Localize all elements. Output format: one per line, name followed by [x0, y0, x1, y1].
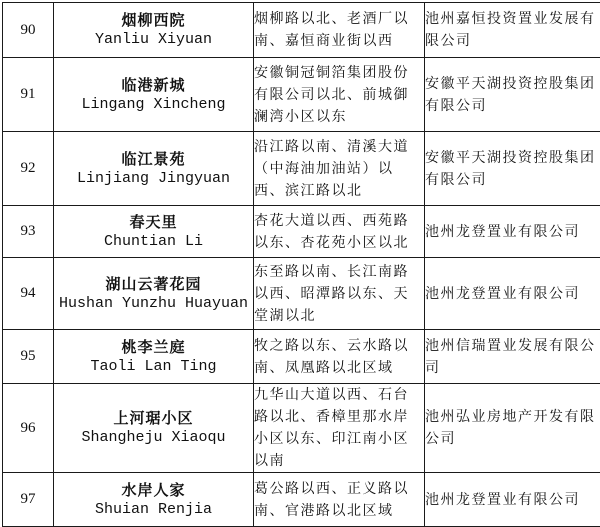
place-name-cell	[54, 330, 254, 384]
row-number: 91	[3, 58, 54, 132]
row-number: 93	[3, 206, 54, 258]
row-number: 92	[3, 132, 54, 206]
place-name-cell	[54, 258, 254, 330]
developer-cell: 池州龙登置业有限公司	[425, 473, 600, 527]
row-number: 96	[3, 384, 54, 473]
table-row	[3, 206, 600, 258]
place-name-cell	[54, 473, 254, 527]
place-name-chinese: 临江景苑	[54, 149, 253, 169]
developer-cell: 池州弘业房地产开发有限公司	[425, 384, 600, 473]
place-name-chinese: 水岸人家	[54, 480, 253, 500]
place-name-chinese: 上河琚小区	[54, 408, 253, 428]
developer-cell: 安徽平天湖投资控股集团有限公司	[425, 58, 600, 132]
place-name-cell	[54, 384, 254, 473]
developer-cell: 池州信瑞置业发展有限公司	[425, 330, 600, 384]
table-row	[3, 384, 600, 473]
place-name-chinese: 桃李兰庭	[54, 337, 253, 357]
place-name-pinyin: Hushan Yunzhu Huayuan	[54, 294, 253, 314]
developer-cell: 池州龙登置业有限公司	[425, 206, 600, 258]
table-row	[3, 3, 600, 58]
row-number: 94	[3, 258, 54, 330]
place-name-cell	[54, 132, 254, 206]
place-name-cell	[54, 206, 254, 258]
location-cell: 葛公路以西、正义路以南、官港路以北区域	[254, 473, 425, 527]
location-cell: 东至路以南、长江南路以西、昭潭路以东、天堂湖以北	[254, 258, 425, 330]
place-name-pinyin: Chuntian Li	[54, 232, 253, 252]
table-row	[3, 473, 600, 527]
place-name-chinese: 湖山云著花园	[54, 274, 253, 294]
place-name-pinyin: Shangheju Xiaoqu	[54, 428, 253, 448]
table-row	[3, 330, 600, 384]
row-number: 97	[3, 473, 54, 527]
row-number: 95	[3, 330, 54, 384]
place-name-pinyin: Taoli Lan Ting	[54, 357, 253, 377]
table-row	[3, 132, 600, 206]
place-name-cell	[54, 3, 254, 58]
developer-cell: 池州龙登置业有限公司	[425, 258, 600, 330]
table-row	[3, 258, 600, 330]
place-name-chinese: 烟柳西院	[54, 10, 253, 30]
location-cell: 九华山大道以西、石台路以北、香樟里那水岸小区以东、印江南小区以南	[254, 384, 425, 473]
location-cell: 烟柳路以北、老酒厂以南、嘉恒商业街以西	[254, 3, 425, 58]
place-name-chinese: 春天里	[54, 212, 253, 232]
place-name-cell	[54, 58, 254, 132]
developer-cell: 安徽平天湖投资控股集团有限公司	[425, 132, 600, 206]
place-name-pinyin: Linjiang Jingyuan	[54, 169, 253, 189]
place-name-pinyin: Lingang Xincheng	[54, 95, 253, 115]
location-cell: 沿江路以南、清溪大道（中海油加油站）以西、滨江路以北	[254, 132, 425, 206]
location-cell: 牧之路以东、云水路以南、凤凰路以北区域	[254, 330, 425, 384]
place-name-chinese: 临港新城	[54, 75, 253, 95]
table-row	[3, 58, 600, 132]
location-cell: 安徽铜冠铜箔集团股份有限公司以北、前城御澜湾小区以东	[254, 58, 425, 132]
location-cell: 杏花大道以西、西苑路以东、杏花苑小区以北	[254, 206, 425, 258]
place-name-pinyin: Yanliu Xiyuan	[54, 30, 253, 50]
place-name-pinyin: Shuian Renjia	[54, 500, 253, 520]
place-names-table	[2, 2, 600, 527]
developer-cell: 池州嘉恒投资置业发展有限公司	[425, 3, 600, 58]
row-number: 90	[3, 3, 54, 58]
